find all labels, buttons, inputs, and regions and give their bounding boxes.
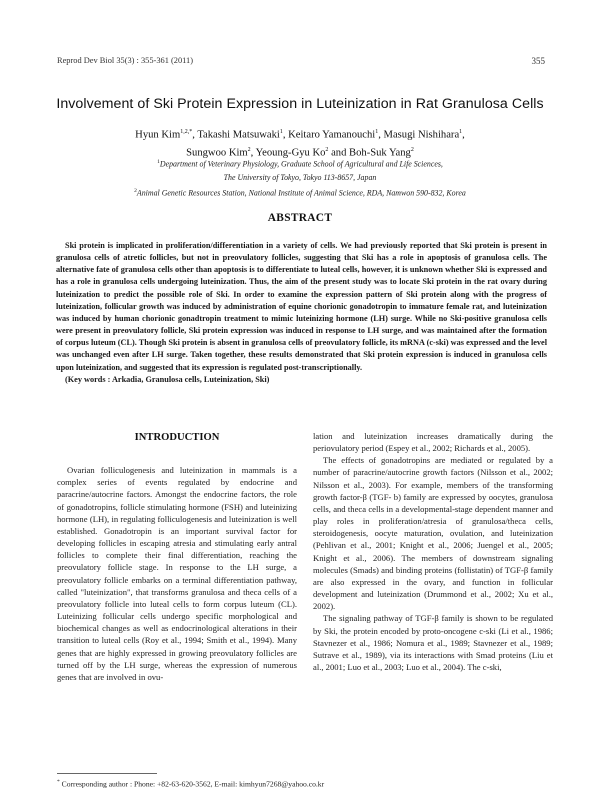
author-line-1: Hyun Kim$^{1,2,*}$, Takashi Matsuwaki$^1$, Keitaro Yamanouchi$^1$, Masugi Nishihara$^1$, [135,129,465,141]
affiliation-1-cont: The University of Tokyo, Tokyo 113-8657, Japan [223,173,377,183]
author: Yeoung-Gyu Ko [255,147,326,159]
footnote-text: Corresponding author : Phone: +82-63-620-3562, E-mail: kimhyun7268@yahoo.co.kr [61,779,325,789]
body-paragraph: The signaling pathway of TGF-β family is shown to be regulated by Ski, the protein encoded by proto-oncogene c-ski (Li et al., 1986; Stavnezer et al., 1986; Nomura et al., 1989; Stavnezer et al., 1989; Sutrave et al., 1989), via its interactions with Smad proteins (Liu et al., 2001; Luo et al., 2003; Luo et al., 2004). The c-ski, [313,613,553,672]
paper-title: Involvement of Ski Protein Expression in Luteinization in Rat Granulosa Cells [56,96,544,112]
author: Boh-Suk Yang [349,147,411,159]
affiliation-line: Department of Veterinary Physiology, Graduate School of Agricultural and Life Sciences, [159,159,443,169]
body-paragraph: The effects of gonadotropins are mediated or regulated by a number of paracrine/autocrine growth factors (Nilsson et al., 2002; Nilsson et al., 2003). For example, members of the transforming growth factor-β (TGF- b) family are expressed by oocytes, granulosa cells, and theca cells in a developmental-stage dependent manner and play roles in proliferation/atresia of granulosa/theca cells, steroidogenesis, oocyte maturation, ovulation, and luteinization (Pehlivan et al., 2001; Knight et al., 2006; Juengel et al., 2005; Knight et al., 2006). The members of downstream signaling molecules (Smads) and binding proteins (follistatin) of TGF-β family are also expressed in the ovary, and function in follicular development and luteinization (Drummond et al., 2002; Xu et al., 2002). [313,455,553,612]
page-number: 355 [531,56,545,66]
footnote-divider [57,773,157,774]
abstract [56,240,547,386]
author-sup: 2 [325,146,329,153]
author: Hyun Kim [135,129,181,141]
author-sup: 1 [279,129,283,135]
abstract-heading: ABSTRACT [267,212,333,224]
author: Sungwoo Kim [186,147,248,159]
body-paragraph: Ovarian folliculogenesis and luteinization in mammals is a complex series of events regulated by endocrine and paracrine/autocrine factors. Amongst the endocrine factors, the role of gonadotropins, follicle stimulating hormone (FSH) and luteinizing hormone (LH), in regulating folliculogenesis and luteinization is well established. Gonadotropin is an important survival factor for developing follicles in escaping atresia and stimulating early antral follicles to complete their final differentiation, reaching the preovulatory follicle stage. In response to the LH surge, a preovulatory follicle embarks on a terminal differentiation pathway, called "luteinization", that transforms granulosa and theca cells of a preovulatory follicle into luteal cells to form corpus luteum (CL). Luteinizing follicular cells undergo specific morphological and biochemical changes as well as endocrinological alterations in their transition to luteal cells (Roy et al., 1994; Smith et al., 1994). Many genes that are highly expressed in growing preovulatory follicles are turned off by the LH surge, whereas the expression of numerous genes that are involved in ovu- [57,465,297,682]
section-heading-introduction: INTRODUCTION [134,432,220,443]
journal-citation: Reprod Dev Biol 35(3) : 355-361 (2011) [57,56,193,65]
abstract-text: Ski protein is implicated in proliferation/differentiation in a variety of cells. We had previously reported that Ski protein is present in granulosa cells of atretic follicles, but not in preovulatory follicles, suggesting that Ski has a role in apoptosis of granulosa cells. The alternative fate of granulosa cells other than apoptosis is to differentiate to luteal cells, however, it is unknown whether Ski is expressed and has a role in granulosa cells undergoing luteinization. Thus, the aim of the present study was to locate Ski protein in the rat ovary during luteinization to predict the possible role of Ski. In order to examine the expression pattern of Ski protein along with the progress of luteinization, follicular growth was induced by administration of equine chorionic gonadotropin to immature female rat, and luteinization was induced by human chorionic gonadtropin treatment to mimic luteinizing hormone (LH) surge. While no Ski-positive granulosa cells were present in preovulatory follicle, Ski protein expression was induced in response to LH surge, and was maintained after the formation of corpus luteum (CL). Though Ski protein is absent in granulosa cells of preovulatory follicle, its mRNA (c-ski) was expressed and the level was unchanged even after LH surge. Taken together, these results demonstrated that Ski protein expression is induced in granulosa cells upon luteinization, and suggested that its expression is regulated post-transcriptionally. [56,241,547,372]
author-sup: 1 [375,129,379,135]
affiliation-sup: 2 [134,187,137,194]
right-column [313,430,553,673]
author-sup: 2 [247,146,251,153]
author: Masugi Nishihara [383,129,460,141]
footnote [57,779,324,789]
affiliations [30,156,570,200]
author-sup: 1 [459,129,463,135]
left-column [57,430,297,683]
author-list [40,125,560,160]
affiliation-2 [30,185,570,200]
affiliation-1 [30,156,570,171]
footnote-marker: * [57,779,60,785]
author: Keitaro Yamanouchi [288,129,376,141]
keywords: (Key words : Arkadia, Granulosa cells, Luteinization, Ski) [65,374,270,384]
author: Takashi Matsuwaki [197,129,280,141]
affiliation-sup: 1 [157,159,160,165]
author-line-2: Sungwoo Kim$^2$, Yeoung-Gyu Ko$^2$ and Boh-Suk Yang$^2$ [186,146,414,159]
author-sup: 2 [410,146,414,153]
body-paragraph: lation and luteinization increases dramatically during the periovulatory period (Espey et al., 2002; Richards et al., 2005). [313,431,553,454]
author-conjunction: and [331,147,347,159]
author-sup: 1,2,* [180,129,193,135]
affiliation-line: Animal Genetic Resources Station, National Institute of Animal Science, RDA, Namwon 590-832, Korea [136,188,466,198]
